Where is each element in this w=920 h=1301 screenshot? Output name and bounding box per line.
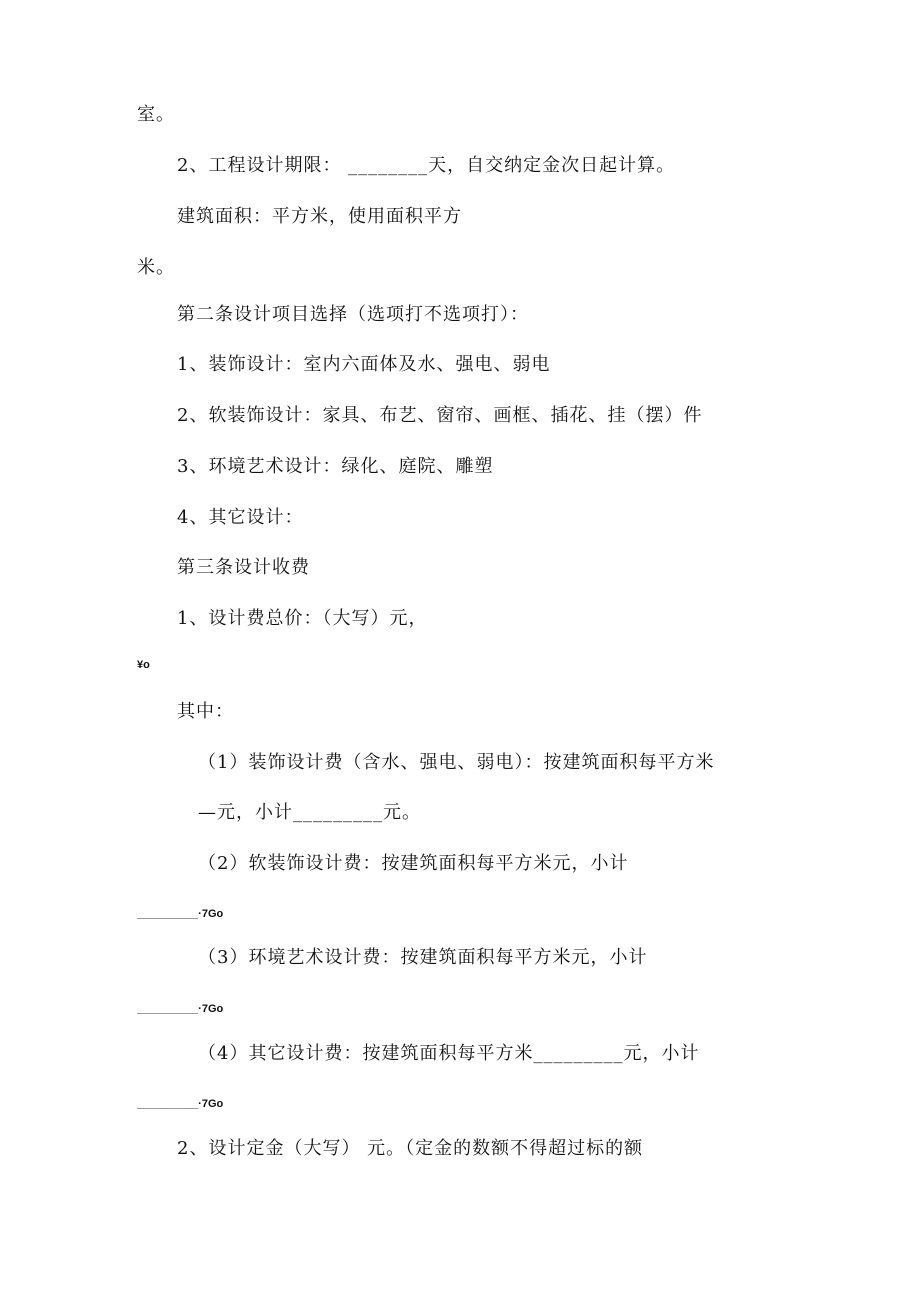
text-line: （1）装饰设计费（含水、强电、弱电）：按建筑面积每平方米 xyxy=(198,752,715,773)
section-heading: 第二条设计项目选择（选项打不选项打）： xyxy=(177,304,529,325)
text-line: 1、设计费总价：（大写）元， xyxy=(177,608,428,629)
text-line: 1、装饰设计：室内六面体及水、强电、弱电 xyxy=(177,354,551,375)
text-line: 其中： xyxy=(177,701,234,722)
text-line: 3、环境艺术设计：绿化、庭院、雕塑 xyxy=(177,456,494,477)
text-line: 2、软装饰设计：家具、布艺、窗帘、画框、插花、挂（摆）件 xyxy=(177,405,703,426)
text-line: （4）其它设计费：按建筑面积每平方米_________元，小计 xyxy=(198,1043,700,1064)
text-line-small: __________·7Go xyxy=(137,1003,224,1015)
text-line: （2）软装饰设计费：按建筑面积每平方米元，小计 xyxy=(198,853,629,874)
section-heading: 第三条设计收费 xyxy=(177,557,310,578)
text-line: 建筑面积：平方米，使用面积平方 xyxy=(177,206,462,227)
text-line-small: __________·7Go xyxy=(137,1098,224,1110)
text-line: 室。 xyxy=(137,104,175,125)
text-line: （3）环境艺术设计费：按建筑面积每平方米元，小计 xyxy=(198,947,648,968)
text-line: 2、设计定金（大写） 元。（定金的数额不得超过标的额 xyxy=(177,1138,644,1159)
text-line: 2、工程设计期限： ________天，自交纳定金次日起计算。 xyxy=(177,155,676,176)
text-line: —元，小计_________元。 xyxy=(198,802,421,823)
text-line-small: __________·7Go xyxy=(137,908,224,920)
text-line: 米。 xyxy=(137,257,175,278)
text-line-small: ¥o xyxy=(137,659,150,671)
text-line: 4、其它设计： xyxy=(177,507,304,528)
